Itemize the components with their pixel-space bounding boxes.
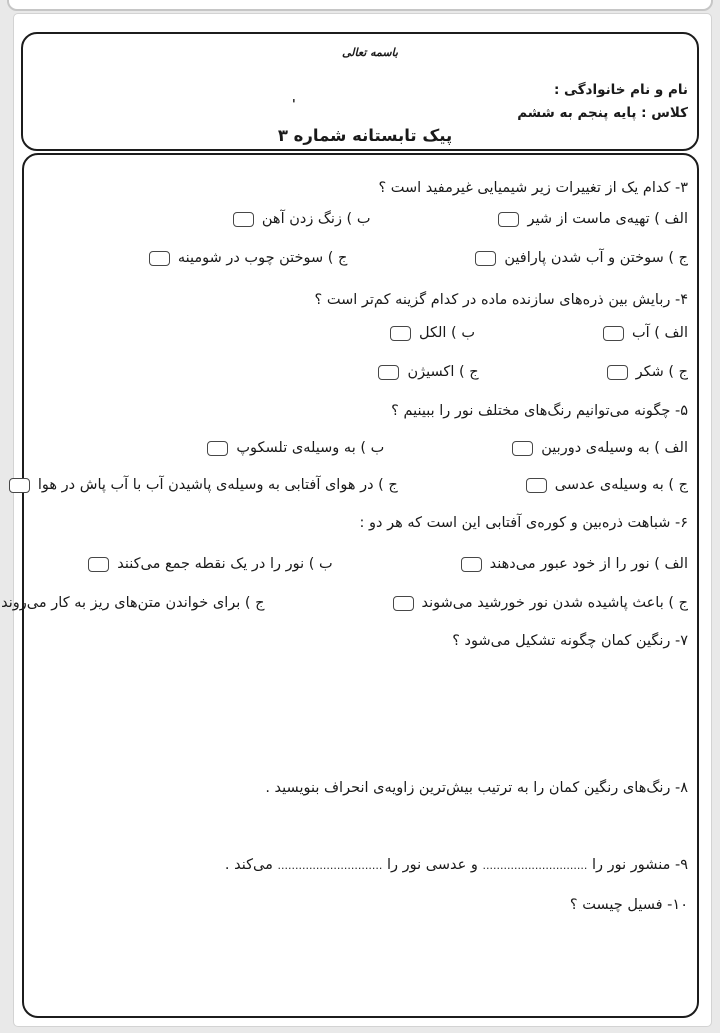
question-6-options-row-2 [1, 592, 688, 614]
question-7-text: ۷- رنگین کمان چگونه تشکیل می‌شود ؟ [452, 633, 688, 649]
fill-blank-line[interactable]: .............................. [482, 859, 588, 872]
option-checkbox[interactable] [475, 251, 496, 266]
class-label: کلاس : پایه پنجم به ششم [517, 105, 688, 121]
question-6-options-row-1 [33, 553, 688, 575]
option-a [498, 208, 688, 230]
question-9-text [33, 854, 688, 877]
question-3-text: ۳- کدام یک از تغییرات زیر شیمیایی غیرمفید است ؟ [378, 180, 688, 196]
option-checkbox[interactable] [88, 557, 109, 572]
option-d [9, 474, 398, 496]
option-checkbox[interactable] [233, 212, 254, 227]
option-label: ج ) به وسیله‌ی عدسی [554, 477, 688, 493]
question-9-part-2: و عدسی نور را [386, 857, 478, 873]
option-checkbox[interactable] [378, 365, 399, 380]
option-b [207, 437, 384, 459]
option-label: ج ) اکسیژن [407, 364, 479, 380]
option-checkbox[interactable] [149, 251, 170, 266]
question-9-part-1: ۹- منشور نور را [592, 857, 688, 873]
option-label: ج ) برای خواندن متن‌های ریز به کار می‌روند [1, 595, 265, 611]
question-5-options-row-2 [33, 474, 688, 496]
option-d [378, 361, 478, 383]
option-c [393, 592, 688, 614]
question-9-part-3: می‌کند . [224, 857, 273, 873]
question-4-options-row-1 [33, 322, 688, 344]
option-checkbox[interactable] [207, 441, 228, 456]
option-a [603, 322, 688, 344]
option-checkbox[interactable] [512, 441, 533, 456]
question-5-options-row-1 [33, 437, 688, 459]
option-checkbox[interactable] [390, 326, 411, 341]
previous-page-remnant [7, 0, 713, 11]
option-c [526, 474, 688, 496]
question-3-options-row-1 [33, 208, 688, 230]
bismillah-text: باسمه تعالی [342, 46, 398, 59]
question-4-text: ۴- ربایش بین ذره‌های سازنده ماده در کدام گزینه کم‌تر است ؟ [314, 292, 688, 308]
option-label: ب ) الکل [419, 325, 475, 341]
questions-box [1, 153, 699, 1018]
header-box [21, 32, 699, 151]
option-checkbox[interactable] [607, 365, 628, 380]
option-label: ج ) شکر [635, 364, 688, 380]
option-checkbox[interactable] [498, 212, 519, 227]
option-checkbox[interactable] [603, 326, 624, 341]
option-b [390, 322, 475, 344]
stray-mark: ' [292, 97, 296, 111]
option-a [461, 553, 688, 575]
fill-blank-line[interactable]: .............................. [277, 859, 383, 872]
option-label: الف ) نور را از خود عبور می‌دهند [489, 556, 688, 572]
option-d [149, 247, 348, 269]
option-a [512, 437, 688, 459]
option-b [233, 208, 371, 230]
student-info-block [517, 79, 688, 125]
question-8-text: ۸- رنگ‌های رنگین کمان را به ترتیب بیش‌ترین زاویه‌ی انحراف بنویسید . [265, 780, 688, 796]
question-5-text: ۵- چگونه می‌توانیم رنگ‌های مختلف نور را ببینیم ؟ [391, 403, 688, 419]
option-c [475, 247, 688, 269]
option-label: ج ) در هوای آفتابی به وسیله‌ی پاشیدن آب با آب پاش در هوا [37, 477, 398, 493]
option-b [88, 553, 332, 575]
question-10-text: ۱۰- فسیل چیست ؟ [569, 897, 688, 913]
option-label: ج ) سوختن چوب در شومینه [177, 250, 348, 266]
option-checkbox[interactable] [526, 478, 547, 493]
option-label: الف ) تهیه‌ی ماست از شیر [527, 211, 688, 227]
option-checkbox[interactable] [9, 478, 30, 493]
option-checkbox[interactable] [461, 557, 482, 572]
option-label: ب ) به وسیله‌ی تلسکوپ [236, 440, 385, 456]
option-label: ب ) زنگ زدن آهن [261, 211, 371, 227]
question-3-options-row-2 [33, 247, 688, 269]
worksheet-page [1, 13, 712, 1027]
option-d [0, 592, 265, 614]
option-c [607, 361, 688, 383]
option-label: الف ) آب [631, 325, 688, 341]
option-label: ج ) سوختن و آب شدن پارافین [504, 250, 688, 266]
option-label: ب ) نور را در یک نقطه جمع می‌کنند [117, 556, 333, 572]
option-label: الف ) به وسیله‌ی دوربین [541, 440, 688, 456]
question-6-text: ۶- شباهت ذره‌بین و کوره‌ی آفتابی این است که هر دو : [359, 515, 688, 531]
option-label: ج ) باعث پاشیده شدن نور خورشید می‌شوند [421, 595, 688, 611]
name-label: نام و نام خانوادگی : [553, 82, 688, 98]
option-checkbox[interactable] [393, 596, 414, 611]
worksheet-title: پیک تابستانه شماره ۳ [277, 126, 453, 145]
question-4-options-row-2 [33, 361, 688, 383]
